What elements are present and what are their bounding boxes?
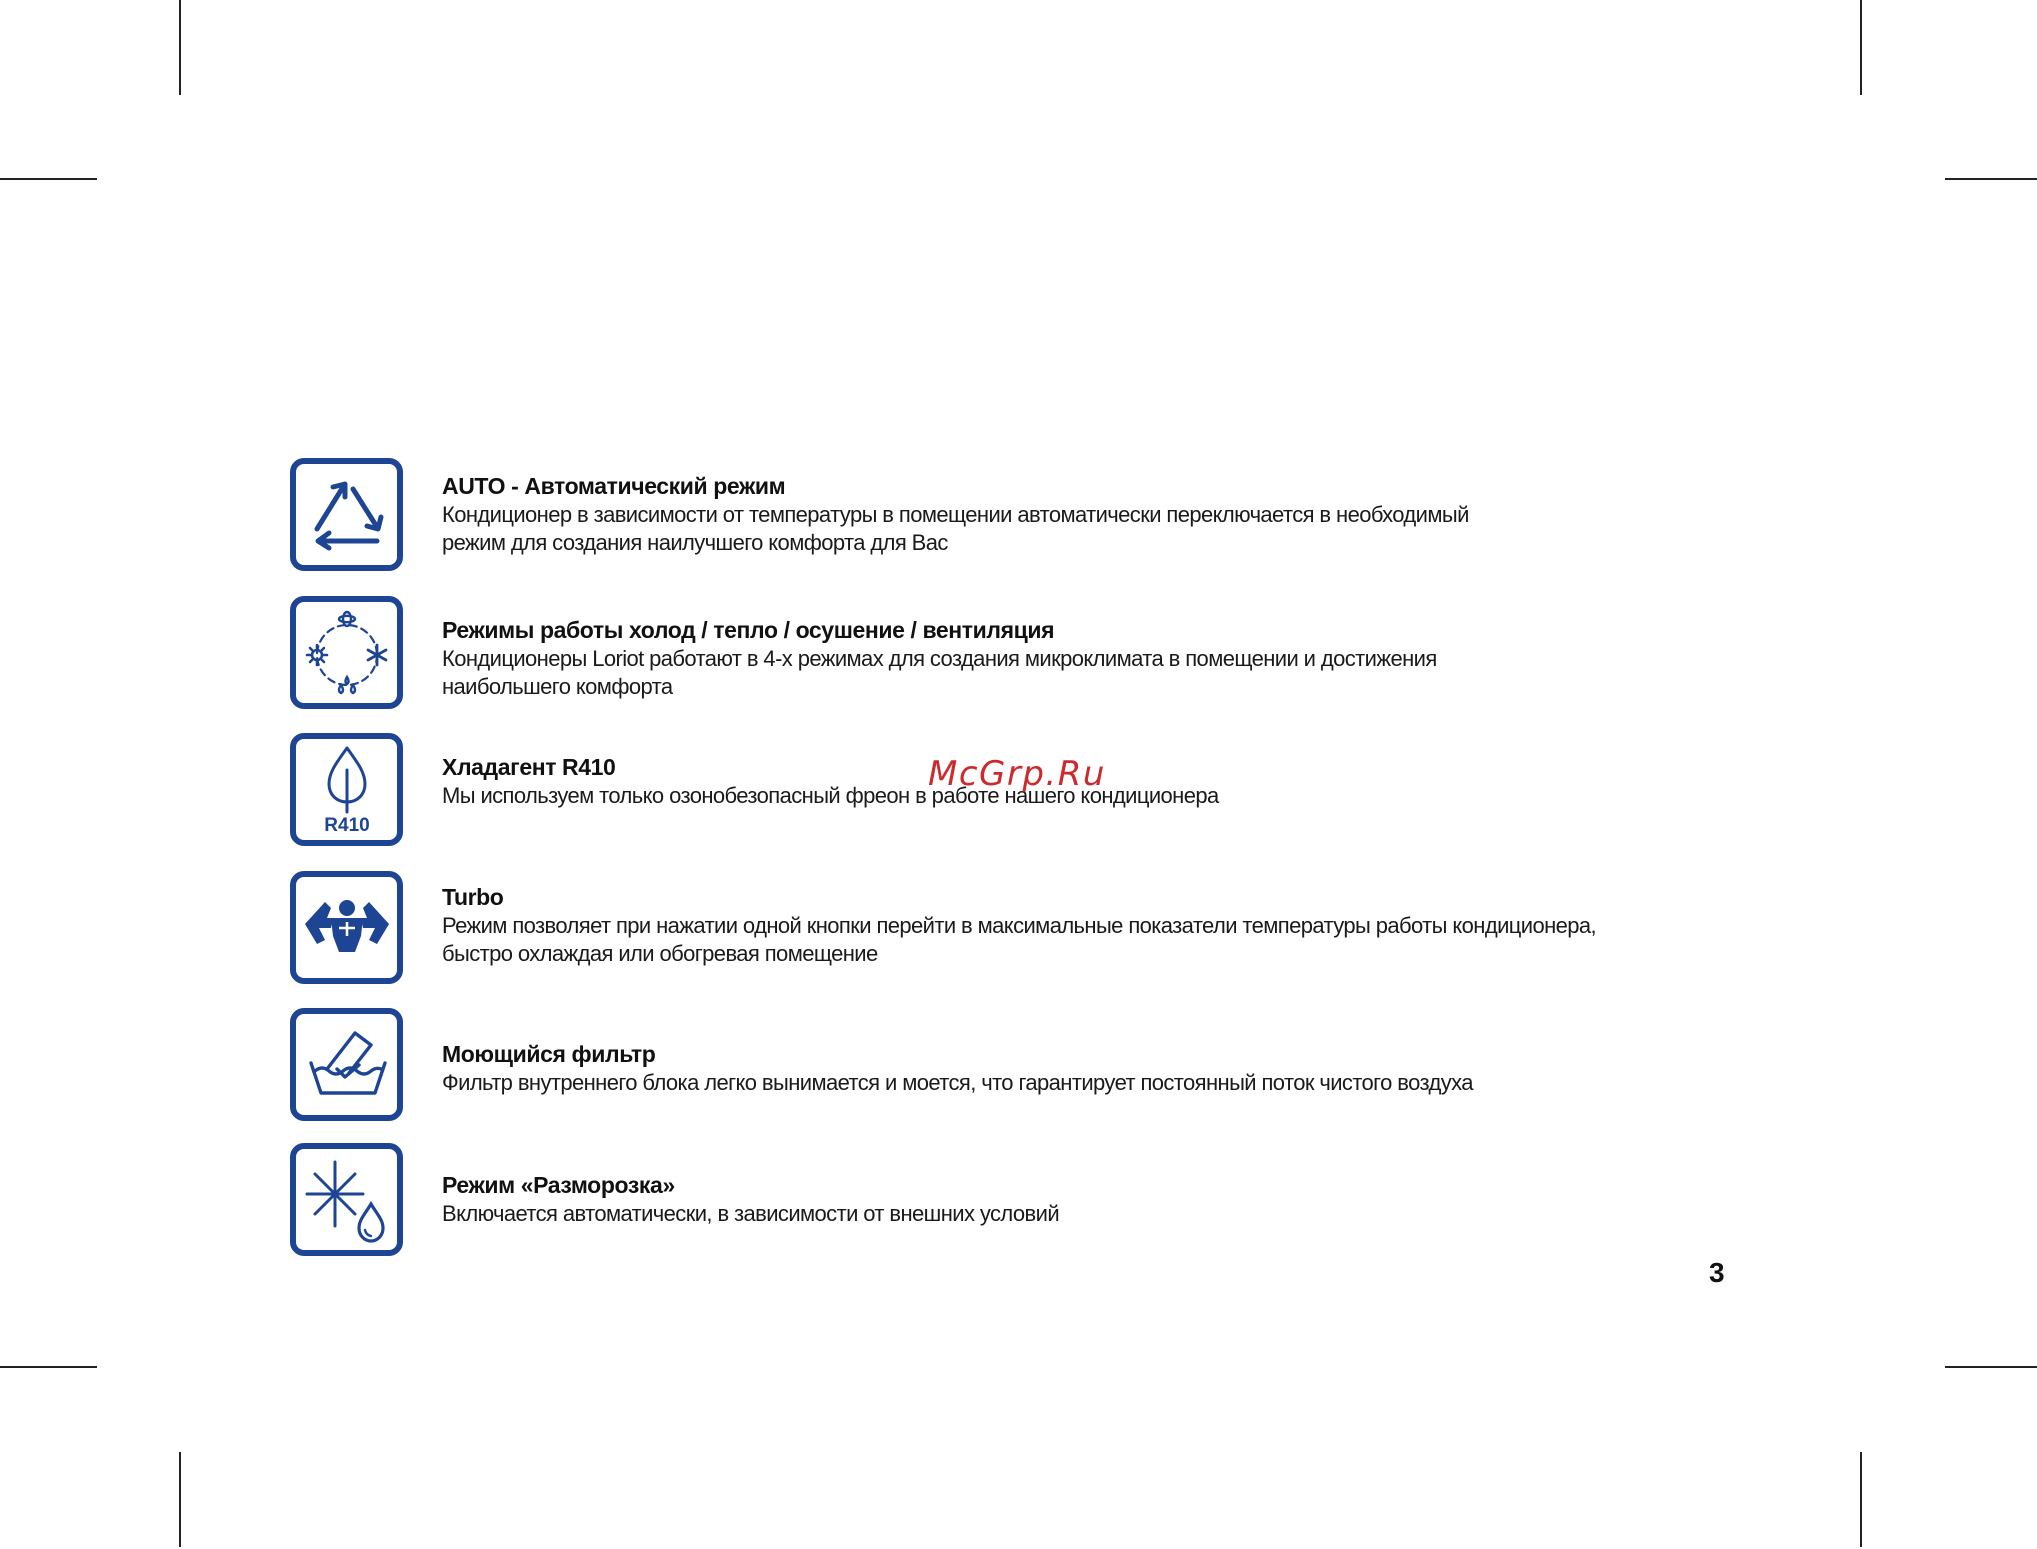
feature-auto [290, 458, 1690, 580]
defrost-snowflake-drop-icon [290, 1143, 403, 1256]
feature-title: Режимы работы холод / тепло / осушение / вентиляция [442, 617, 1055, 643]
feature-title: Режим «Разморозка» [442, 1172, 675, 1198]
auto-cycle-arrows-icon [290, 458, 403, 571]
feature-description: Режим позволяет при нажатии одной кнопки перейти в максимальные показатели температуры работы кондиционера, быстро охлаждая или обогревая помещение [442, 913, 1597, 966]
crop-mark-bottom-left [179, 1452, 181, 1547]
leaf-drop-r410-icon [290, 733, 403, 846]
crop-mark-right-upper [1945, 178, 2037, 180]
crop-mark-top-left [179, 0, 181, 95]
feature-title: AUTO - Автоматический режим [442, 473, 786, 499]
crop-mark-left-upper [0, 178, 97, 180]
feature-description: Фильтр внутреннего блока легко вынимается и моется, что гарантирует постоянный поток чистого воздуха [442, 1070, 1473, 1095]
feature-description: Кондиционер в зависимости от температуры в помещении автоматически переключается в необходимый режим для создания наилучшего комфорта для Вас [442, 502, 1469, 555]
washable-filter-basin-icon [290, 1008, 403, 1121]
feature-refrigerant [290, 733, 1690, 855]
crop-mark-bottom-right [1860, 1452, 1862, 1547]
modes-cycle-icon [290, 596, 403, 709]
feature-description: Мы используем только озонобезопасный фреон в работе нашего кондиционера [442, 783, 1219, 808]
muscle-man-turbo-icon [290, 871, 403, 984]
feature-title: Turbo [442, 884, 504, 910]
crop-mark-right-lower [1945, 1366, 2037, 1368]
r410-label: R410 [323, 814, 370, 836]
crop-mark-top-right [1860, 0, 1862, 95]
feature-modes [290, 596, 1690, 718]
feature-washable-filter [290, 1008, 1690, 1130]
feature-turbo [290, 871, 1690, 993]
watermark: McGrp.Ru [928, 754, 1106, 794]
feature-defrost [290, 1143, 1690, 1265]
feature-title: Моющийся фильтр [442, 1041, 656, 1067]
feature-description: Кондиционеры Loriot работают в 4-х режимах для создания микроклимата в помещении и достижения наибольшего комфорта [442, 646, 1437, 699]
feature-description: Включается автоматически, в зависимости от внешних условий [442, 1201, 1060, 1226]
page-number: 3 [1709, 1257, 1725, 1288]
crop-mark-left-lower [0, 1366, 97, 1368]
feature-title: Хладагент R410 [442, 754, 616, 780]
